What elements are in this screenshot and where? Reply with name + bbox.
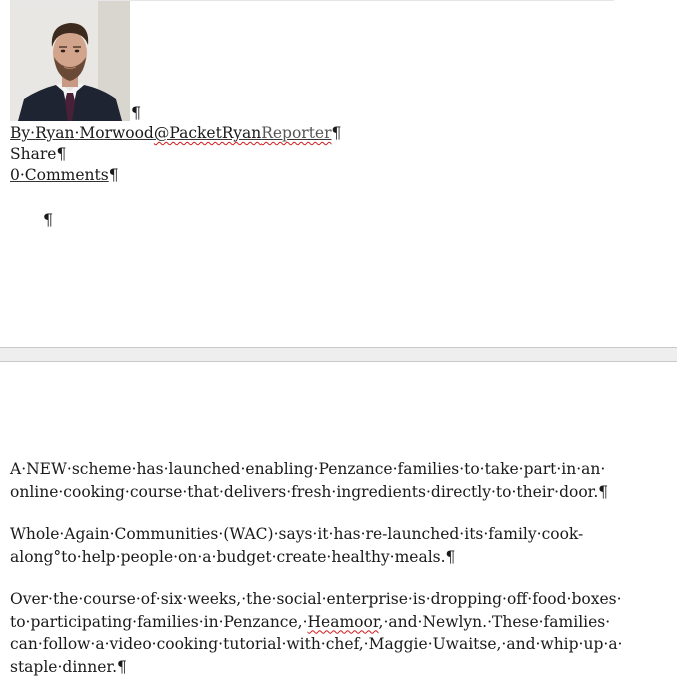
- byline-role-link[interactable]: [261, 124, 331, 142]
- article-paragraph-1[interactable]: A·NEW·scheme·has·launched·enabling·Penzance·families·to·take·part·in·an· online·cooking·course·that·delivers·fresh·ingredients·directly·to·their·door.¶: [10, 460, 609, 501]
- comments-pilcrow: ¶: [108, 166, 119, 184]
- article-paragraph-3[interactable]: [10, 588, 630, 678]
- photo-pilcrow: ¶: [131, 103, 142, 122]
- reporter-portrait-image: [10, 1, 130, 121]
- comments-line: [10, 165, 119, 185]
- byline-handle: @PacketRyan: [153, 124, 262, 142]
- byline: [10, 123, 341, 143]
- paragraph-3-part-2: ,·and·Newlyn.·These·families· can·follow·a·video·cooking·tutorial·with·chef,·Maggie·Uwaitse,·and·whip·up·a· staple·dinner.¶: [10, 612, 623, 676]
- page-break-gap: [0, 347, 677, 362]
- spellcheck-flagged-word[interactable]: Heamoor: [307, 612, 379, 631]
- share-pilcrow: ¶: [56, 145, 67, 163]
- byline-pilcrow: ¶: [331, 124, 342, 142]
- paragraph-3-part-1: Over·the·course·of·six·weeks,·the·social·enterprise·is·dropping·off·food·boxes· to·participating·families·in·Penzance,·: [10, 590, 622, 631]
- comments-link[interactable]: 0·Comments: [10, 166, 109, 184]
- article-paragraph-2[interactable]: Whole·Again·Communities·(WAC)·says·it·has·re-launched·its·family·cook-along°to·help·people·on·a·budget·create·healthy·meals.¶: [10, 525, 584, 566]
- byline-prefix[interactable]: By·: [10, 124, 36, 142]
- share-label[interactable]: Share: [10, 145, 57, 163]
- reporter-photo[interactable]: [10, 1, 130, 121]
- empty-paragraph-mark: ¶: [43, 210, 54, 229]
- byline-handle-link[interactable]: [154, 124, 261, 142]
- share-line: [10, 144, 66, 164]
- byline-role: Reporter: [261, 124, 332, 142]
- byline-author-link[interactable]: Ryan·Morwood: [35, 124, 154, 142]
